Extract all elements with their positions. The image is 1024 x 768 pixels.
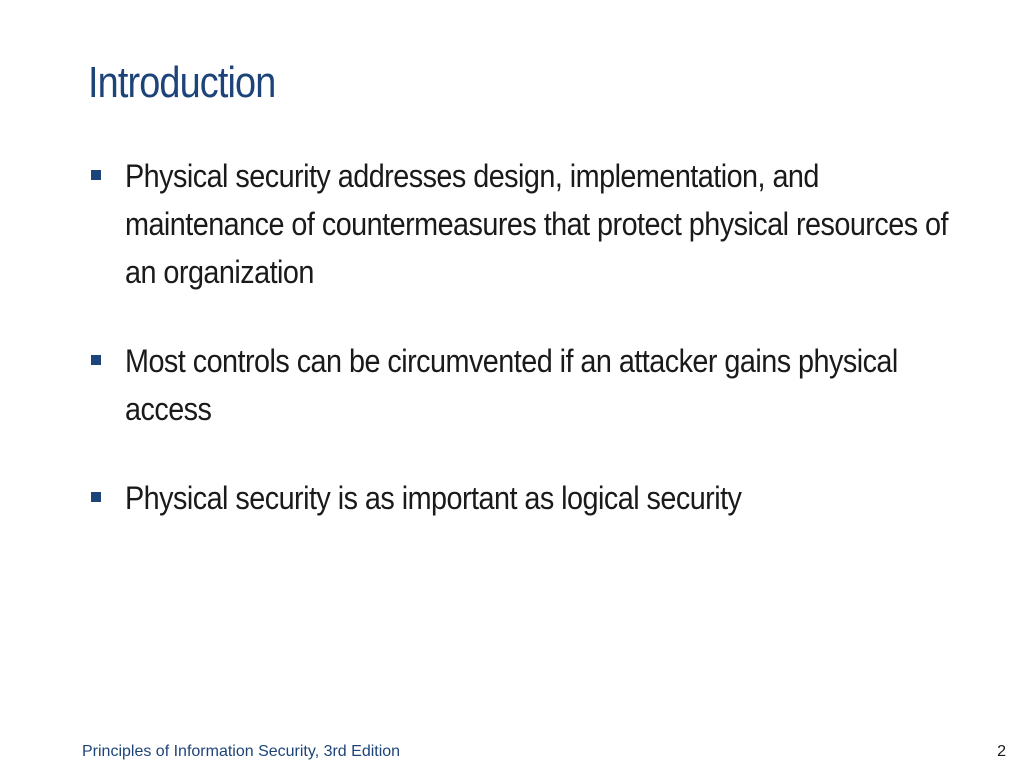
bullet-item [88, 337, 988, 433]
bullet-item [88, 474, 988, 522]
square-bullet-icon [91, 355, 101, 365]
square-bullet-icon [91, 170, 101, 180]
bullet-list [88, 152, 988, 563]
slide-title: Introduction [88, 58, 276, 107]
page-number: 2 [997, 743, 1006, 760]
bullet-text: Physical security addresses design, implementation, and maintenance of countermeasures that protect physical resources of an organization [125, 158, 948, 290]
bullet-text: Most controls can be circumvented if an attacker gains physical access [125, 343, 898, 427]
footer-book-title: Principles of Information Security, 3rd Edition [82, 743, 401, 760]
square-bullet-icon [91, 492, 101, 502]
bullet-text: Physical security is as important as logical security [125, 480, 742, 516]
bullet-item [88, 152, 988, 296]
